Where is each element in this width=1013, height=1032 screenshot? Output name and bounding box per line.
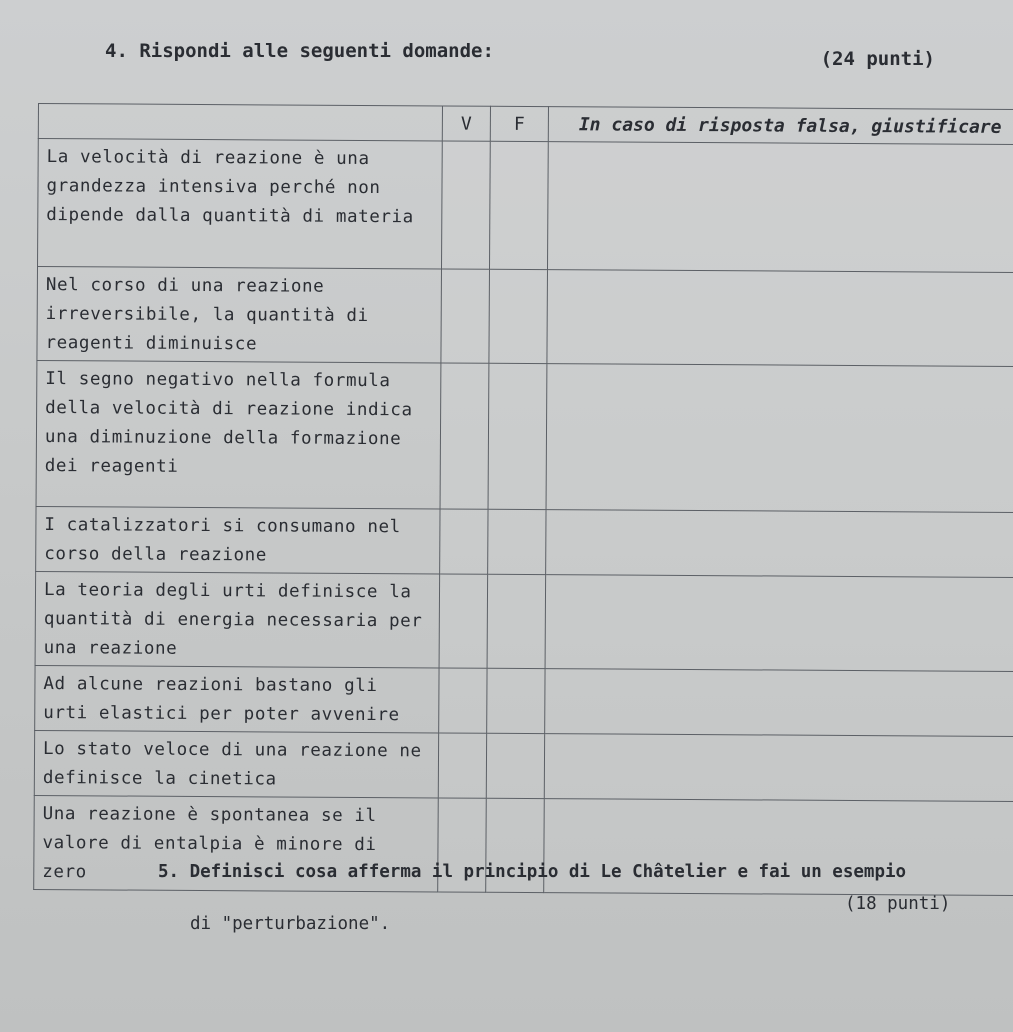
table-row <box>34 730 1013 801</box>
question-4-title: 4. Rispondi alle seguenti domande: <box>105 40 494 62</box>
false-checkbox-cell[interactable] <box>487 668 545 733</box>
true-false-table <box>33 103 1013 896</box>
statement-cell: La teoria degli urti definisce la quantità di energia necessaria per una reazione <box>35 571 440 667</box>
statement-cell: Ad alcune reazioni bastano gli urti elastici per poter avvenire <box>35 665 439 732</box>
justification-cell[interactable] <box>544 734 1013 802</box>
statement-cell: Il segno negativo nella formula della velocità di reazione indica una diminuzione della formazione dei reagenti <box>36 360 441 508</box>
false-checkbox-cell[interactable] <box>489 141 548 269</box>
header-statement <box>38 104 442 141</box>
table-row <box>35 571 1013 671</box>
question-4-points: (24 punti) <box>820 48 935 70</box>
justification-cell[interactable] <box>546 510 1013 578</box>
statement-cell: Una reazione è spontanea se il valore di entalpia è minore di zero <box>34 795 439 891</box>
table-header-row <box>38 104 1013 145</box>
header-f: F <box>490 106 548 141</box>
true-checkbox-cell[interactable] <box>440 363 489 509</box>
statement-cell: Lo stato veloce di una reazione ne definisce la cinetica <box>34 730 438 797</box>
statement-cell: I catalizzatori si consumano nel corso della reazione <box>36 506 440 573</box>
justification-cell[interactable] <box>545 575 1013 672</box>
true-checkbox-cell[interactable] <box>441 269 490 363</box>
table-row <box>37 267 1013 367</box>
true-checkbox-cell[interactable] <box>439 574 488 668</box>
true-checkbox-cell[interactable] <box>439 668 487 733</box>
true-checkbox-cell[interactable] <box>440 509 488 574</box>
false-checkbox-cell[interactable] <box>488 509 546 574</box>
true-false-table-wrapper <box>33 103 1013 896</box>
justification-cell[interactable] <box>545 669 1013 737</box>
statement-cell: La velocità di reazione è una grandezza intensiva perché non dipende dalla quantità di materia <box>38 139 443 269</box>
question-5-text: 5. Definisci cosa afferma il principio di Le Châtelier e fai un esempio <box>158 862 907 882</box>
header-v: V <box>442 106 490 141</box>
false-checkbox-cell[interactable] <box>489 269 548 363</box>
header-justification: In caso di risposta falsa, giustificare <box>548 107 1013 145</box>
true-checkbox-cell[interactable] <box>441 141 490 269</box>
justification-cell[interactable] <box>547 270 1013 367</box>
table-row <box>36 506 1013 577</box>
statement-cell: Nel corso di una reazione irreversibile, la quantità di reagenti diminuisce <box>37 267 442 363</box>
table-row <box>38 139 1013 273</box>
false-checkbox-cell[interactable] <box>487 574 546 668</box>
justification-cell[interactable] <box>547 142 1013 273</box>
false-checkbox-cell[interactable] <box>486 733 544 798</box>
table-row <box>36 360 1013 512</box>
question-5-text-continued: di "perturbazione". <box>190 914 391 934</box>
justification-cell[interactable] <box>546 364 1013 513</box>
question-5-points: (18 punti) <box>845 894 951 914</box>
table-row <box>35 665 1013 736</box>
true-checkbox-cell[interactable] <box>438 733 486 798</box>
false-checkbox-cell[interactable] <box>488 363 547 509</box>
